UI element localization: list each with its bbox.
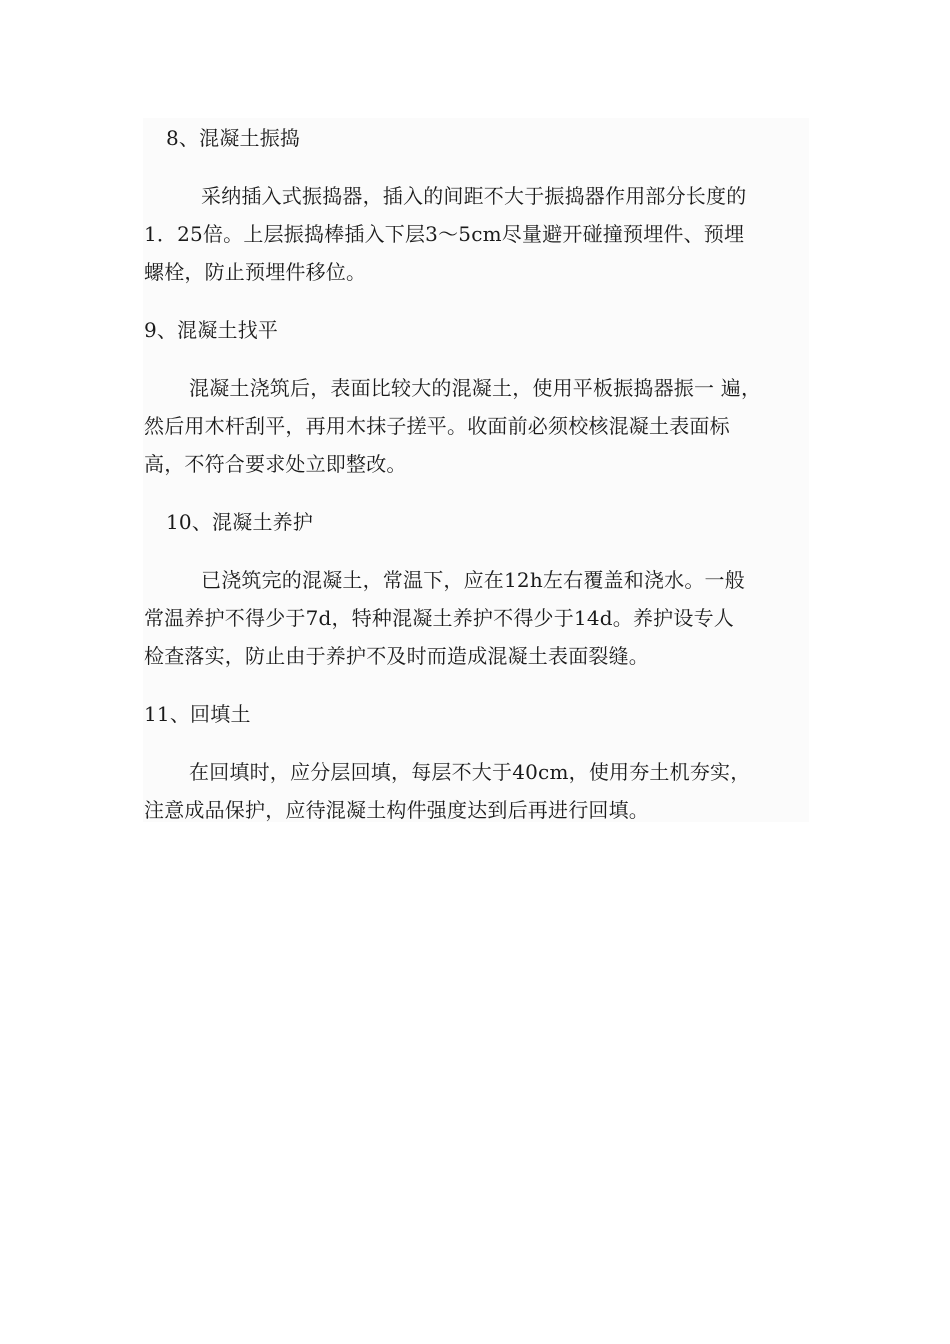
paragraph-line: 注意成品保护，应待混凝土构件强度达到后再进行回填。 — [144, 798, 649, 822]
paragraph-line: 混凝土浇筑后，表面比较大的混凝土，使用平板振捣器振一 遍， — [189, 376, 762, 400]
paragraph-line: 常温养护不得少于7d，特种混凝土养护不得少于14d。养护设专人 — [144, 606, 734, 630]
section-heading: 11、回填土 — [144, 702, 251, 726]
paragraph-line: 采纳插入式振捣器，插入的间距不大于振捣器作用部分长度的 — [201, 184, 747, 208]
paragraph-line: 1．25倍。上层振捣棒插入下层3～5cm尽量避开碰撞预埋件、预埋 — [144, 222, 745, 246]
section-heading: 8、混凝土振捣 — [166, 126, 301, 150]
paragraph-line: 螺栓，防止预埋件移位。 — [144, 260, 367, 284]
section-heading: 10、混凝土养护 — [166, 510, 314, 534]
paragraph-line: 已浇筑完的混凝土，常温下，应在12h左右覆盖和浇水。一般 — [201, 568, 745, 592]
section-heading: 9、混凝土找平 — [144, 318, 279, 342]
paragraph-line: 然后用木杆刮平，再用木抹子搓平。收面前必须校核混凝土表面标 — [144, 414, 730, 438]
paragraph-line: 在回填时，应分层回填，每层不大于40cm，使用夯土机夯实， — [189, 760, 751, 784]
paragraph-line: 高，不符合要求处立即整改。 — [144, 452, 407, 476]
paragraph-line: 检查落实，防止由于养护不及时而造成混凝土表面裂缝。 — [144, 644, 649, 668]
